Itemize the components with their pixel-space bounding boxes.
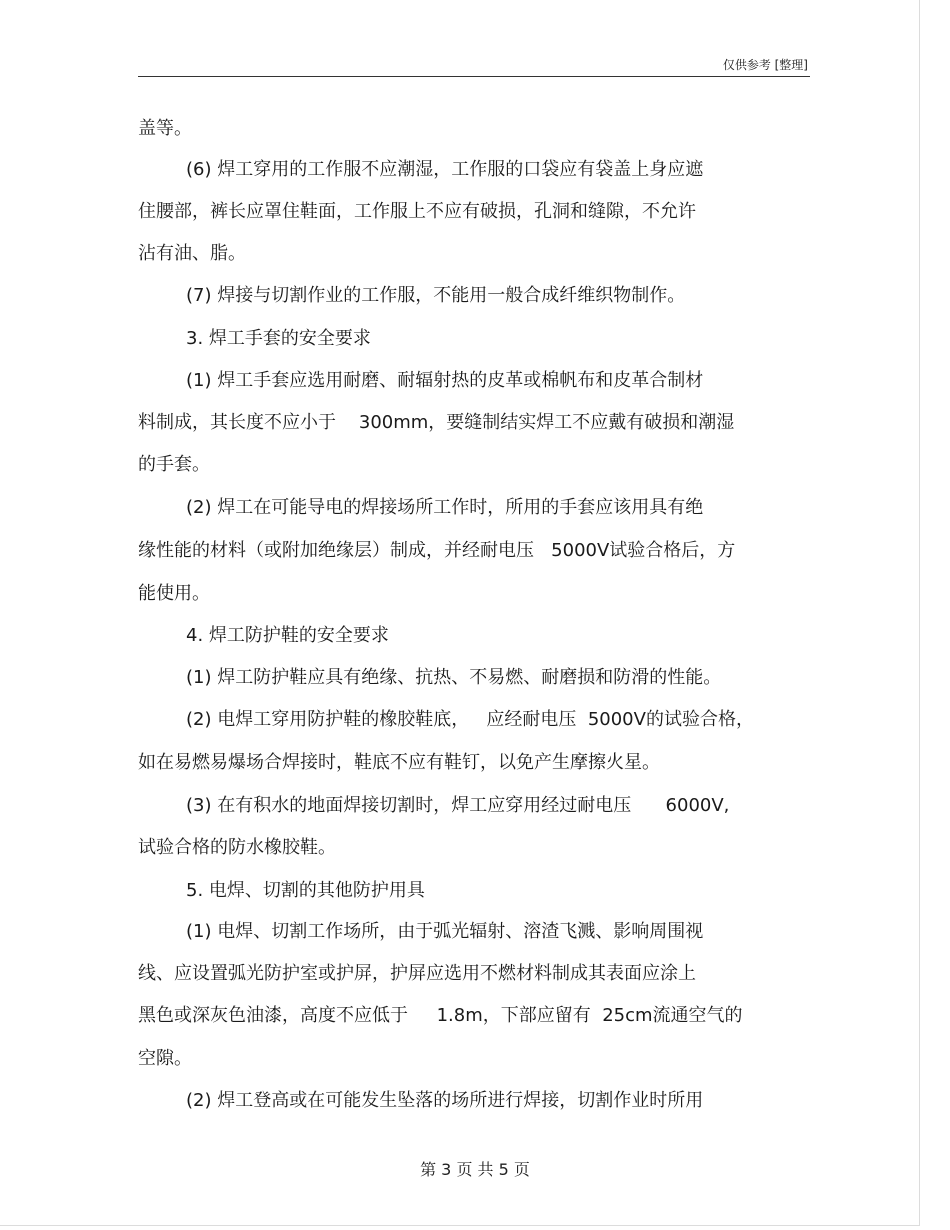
section-heading: 3. 焊工手套的安全要求 [186,328,371,349]
body-line: 能使用。 [138,583,210,604]
page-number: 第 3 页 共 5 页 [420,1160,530,1179]
body-line: (2) 电焊工穿用防护鞋的橡胶鞋底， 应经耐电压 5000V的试验合格， [186,709,754,730]
body-line: 的手套。 [138,454,210,475]
body-line: (7) 焊接与切割作业的工作服，不能用一般合成纤维织物制作。 [186,285,686,306]
body-line: 住腰部，裤长应罩住鞋面，工作服上不应有破损，孔洞和缝隙，不允许 [138,201,696,222]
body-line: 盖等。 [138,118,192,139]
body-line: (1) 焊工防护鞋应具有绝缘、抗热、不易燃、耐磨损和防滑的性能。 [186,667,722,688]
body-line: (1) 焊工手套应选用耐磨、耐辐射热的皮革或棉帆布和皮革合制材 [186,370,704,391]
body-line: 试验合格的防水橡胶鞋。 [138,837,336,858]
body-line: 空隙。 [138,1048,192,1069]
body-line: 沾有油、脂。 [138,243,246,264]
body-line: 黑色或深灰色油漆，高度不应低于 1.8m，下部应留有 25cm流通空气的 [138,1005,743,1026]
header-divider [138,76,810,77]
body-line: 料制成，其长度不应小于 300mm，要缝制结实焊工不应戴有破损和潮湿 [138,412,735,433]
body-line: (1) 电焊、切割工作场所，由于弧光辐射、溶渣飞溅、影响周围视 [186,921,704,942]
body-line: (3) 在有积水的地面焊接切割时，焊工应穿用经过耐电压 6000V, [186,795,730,816]
body-line: (2) 焊工在可能导电的焊接场所工作时，所用的手套应该用具有绝 [186,497,704,518]
body-line: (2) 焊工登高或在可能发生坠落的场所进行焊接，切割作业时所用 [186,1090,704,1111]
body-line: 线、应设置弧光防护室或护屏，护屏应选用不燃材料制成其表面应涂上 [138,963,696,984]
body-line: 缘性能的材料（或附加绝缘层）制成，并经耐电压 5000V试验合格后，方 [138,540,736,561]
section-heading: 5. 电焊、切割的其他防护用具 [186,880,425,901]
body-line: (6) 焊工穿用的工作服不应潮湿，工作服的口袋应有袋盖上身应遮 [186,159,704,180]
header-label: 仅供参考 [整理] [722,58,808,72]
body-line: 如在易燃易爆场合焊接时，鞋底不应有鞋钉，以免产生摩擦火星。 [138,752,660,773]
section-heading: 4. 焊工防护鞋的安全要求 [186,625,389,646]
